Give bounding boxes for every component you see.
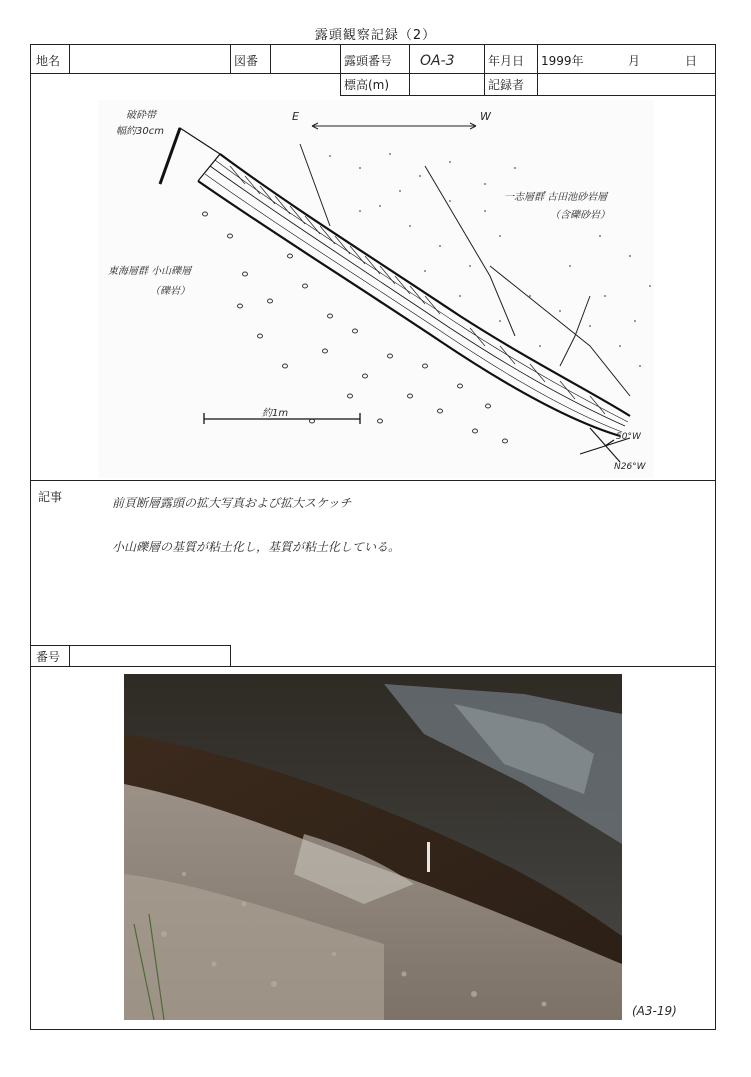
number-label: 番号: [36, 650, 61, 664]
divider: [270, 44, 271, 73]
west-label: W: [480, 110, 491, 123]
photo-caption: (A3-19): [632, 1004, 677, 1018]
conglomerate-unit-label: 東海層群 小山礫層: [108, 266, 192, 277]
breccia-hatching: [230, 166, 608, 414]
divider: [340, 44, 341, 96]
dip-label: 50°W: [616, 432, 641, 442]
outcrop-sketch: [30, 96, 716, 480]
outcrop-photo-image: [124, 674, 622, 1020]
recorder-label: 記録者: [488, 78, 525, 92]
divider: [484, 44, 485, 96]
scale-label: 約1m: [262, 408, 289, 419]
east-label: E: [292, 110, 299, 123]
divider: [230, 645, 231, 667]
divider: [69, 645, 70, 667]
conglomerate-unit-sub: （礫岩）: [150, 286, 190, 297]
outcrop-no-label: 露頭番号: [344, 54, 393, 68]
breccia-width-marker: [160, 128, 220, 184]
breccia-width-label: 幅約30cm: [116, 126, 164, 137]
direction-arrow: [312, 123, 476, 129]
notes-label: 記事: [38, 490, 63, 504]
scale-stick: [427, 842, 430, 872]
outcrop-no-value: OA-3: [420, 53, 455, 69]
divider: [69, 44, 70, 73]
breccia-zone-label: 破砕帯: [126, 110, 156, 121]
elevation-label: 標高(m): [344, 78, 390, 92]
date-month: 月: [628, 54, 641, 68]
date-day: 日: [685, 54, 698, 68]
divider: [409, 44, 410, 96]
divider: [537, 44, 538, 96]
notes-line-2: 小山礫層の基質が粘土化し，基質が粘土化している。: [112, 540, 401, 554]
sandstone-unit-sub: （含礫砂岩）: [550, 210, 610, 221]
photo-top-line: [30, 666, 716, 667]
divider: [230, 44, 231, 73]
document-title: 露頭観察記録（2）: [314, 28, 437, 43]
outcrop-photo: [124, 674, 622, 1020]
notes-line-1: 前頁断層露頭の拡大写真および拡大スケッチ: [112, 496, 352, 510]
notes-top-line: [30, 480, 716, 481]
map-label: 図番: [234, 54, 259, 68]
date-year: 1999年: [541, 54, 584, 68]
date-label: 年月日: [488, 54, 525, 68]
sandstone-unit-label: 一志層群 古田池砂岩層: [504, 192, 608, 203]
place-label: 地名: [36, 54, 61, 68]
strike-label: N26°W: [614, 462, 646, 472]
